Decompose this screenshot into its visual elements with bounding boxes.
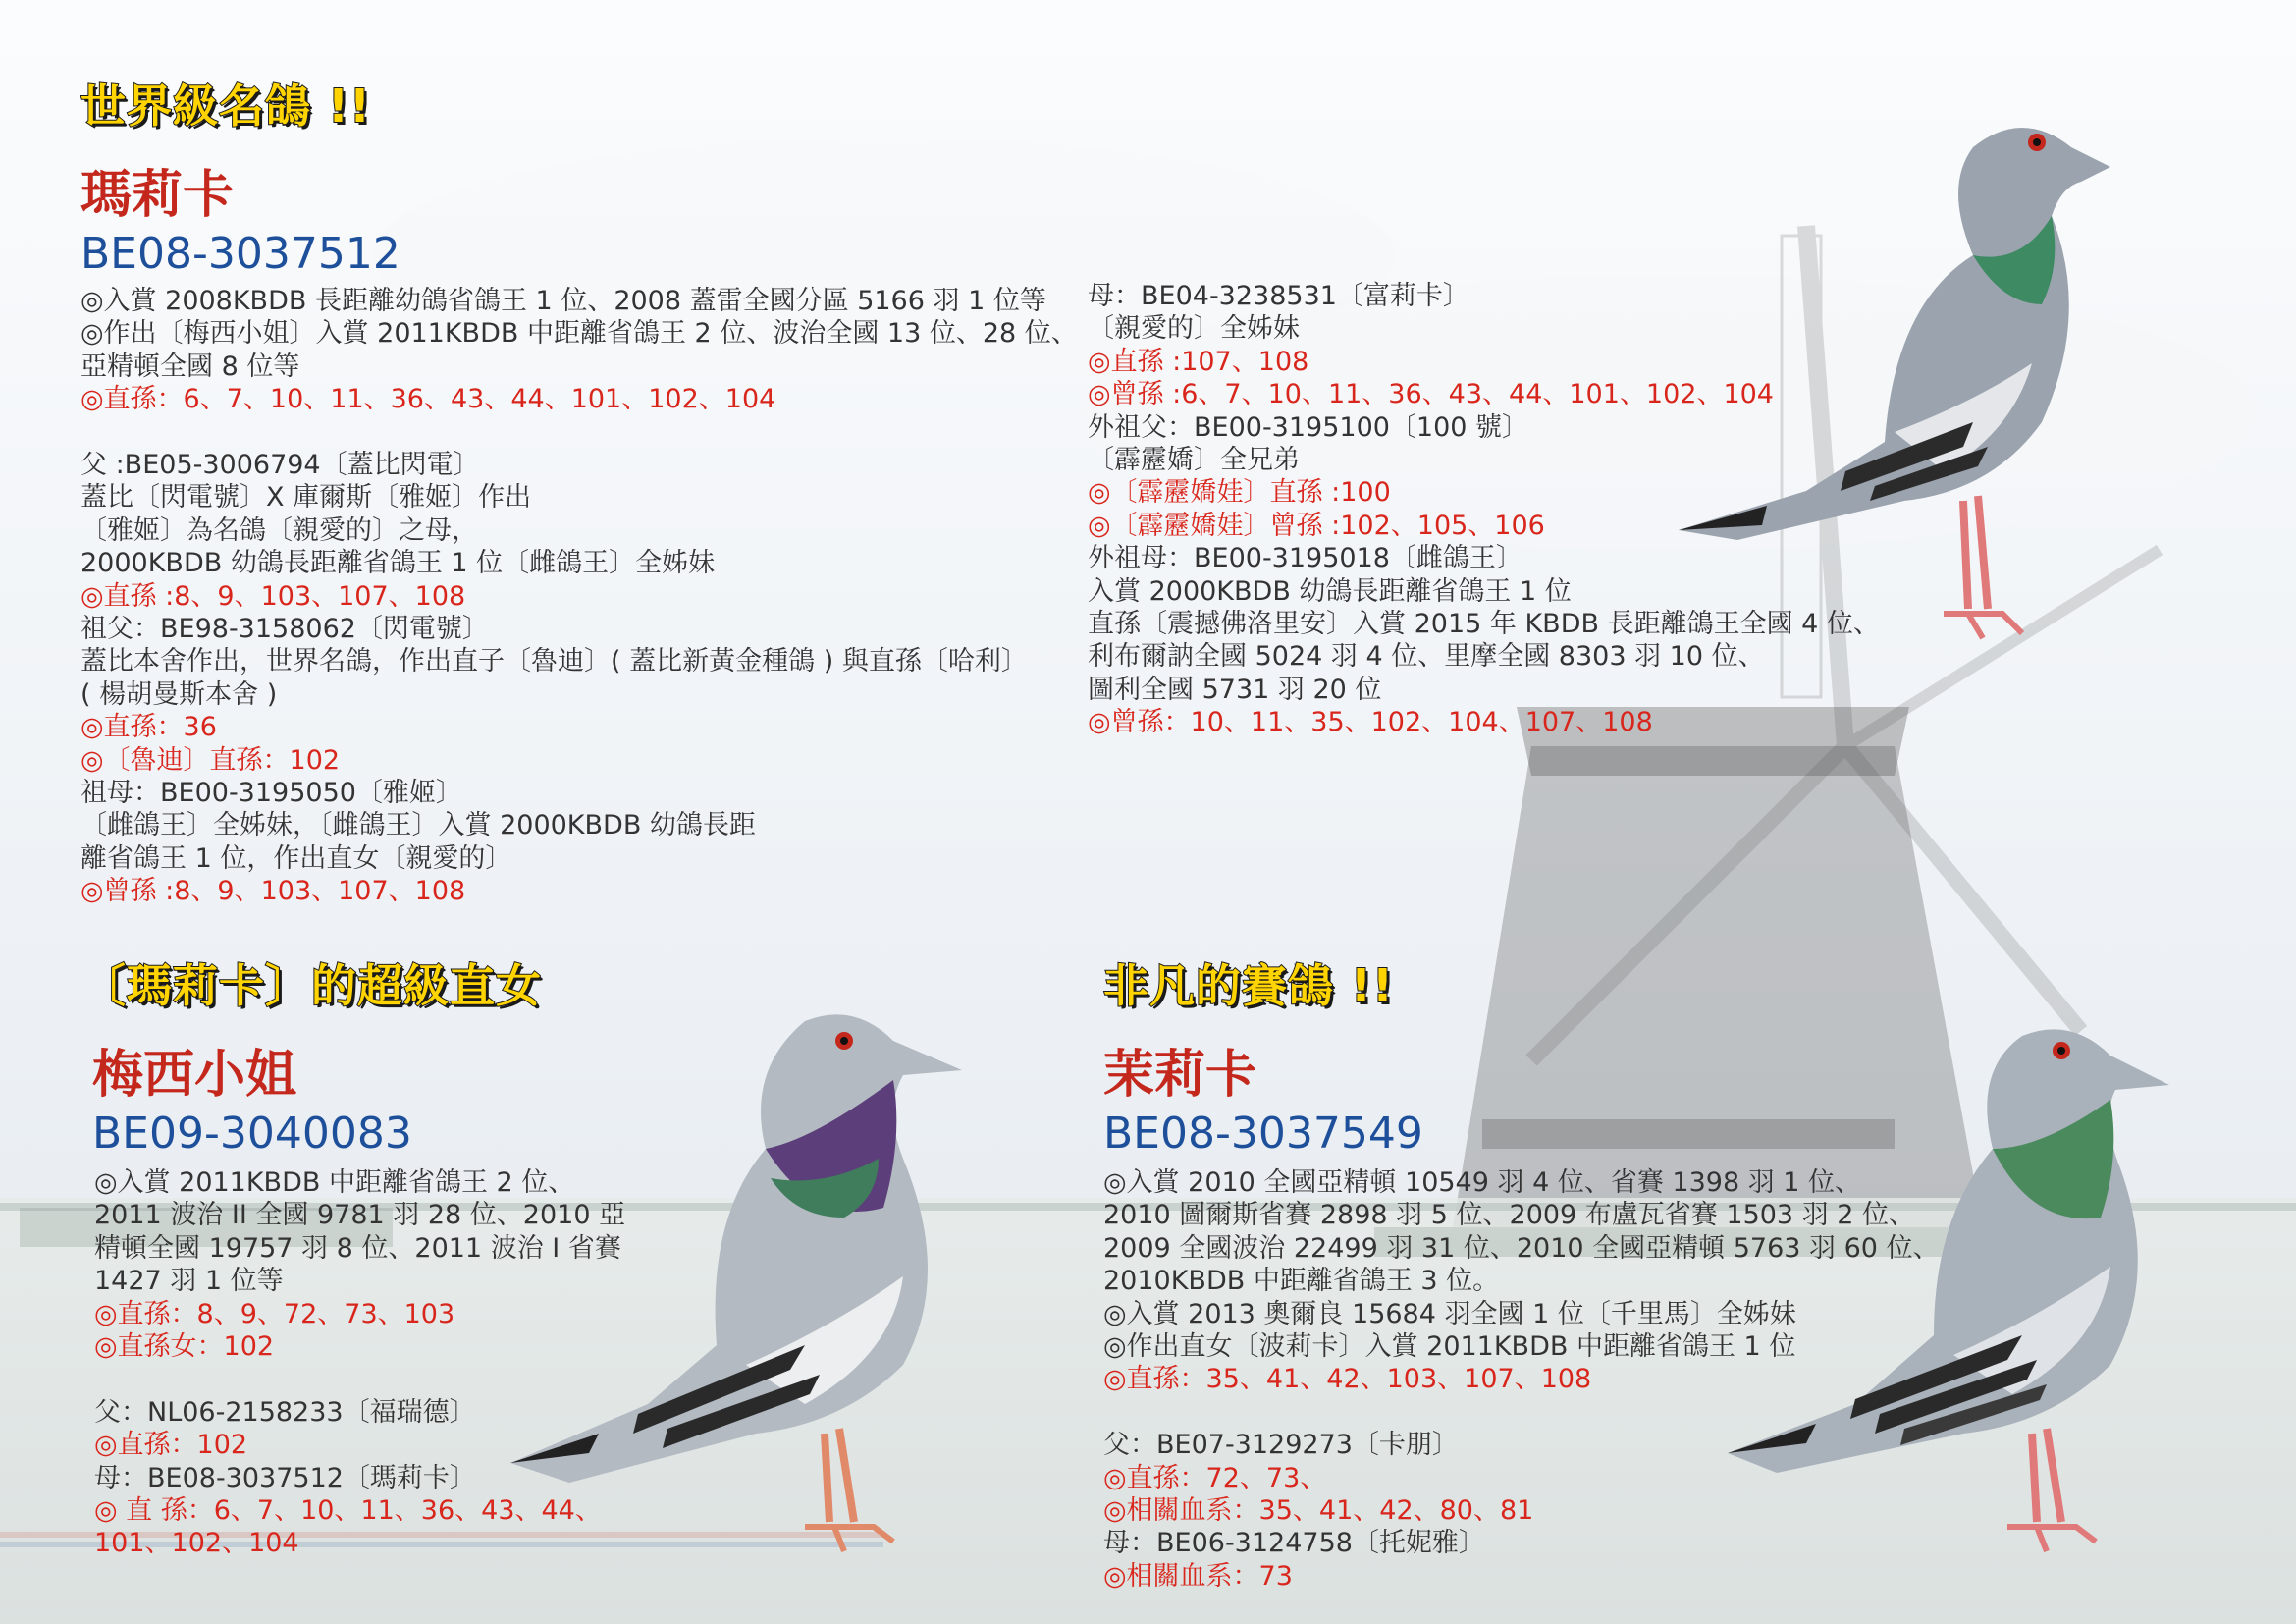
highlight-line: ◎ 直 孫：6、7、10、11、36、43、44、 xyxy=(94,1495,602,1527)
pedigree-line: ◎入賞 2008KBDB 長距離幼鴿省鴿王 1 位、2008 蓋雷全國分區 5166 羽 1 位等 xyxy=(80,286,1046,316)
highlight-line: ◎〔霹靂嬌娃〕直孫 :100 xyxy=(1088,477,1391,509)
pedigree-line: 外祖父：BE00-3195100〔100 號〕 xyxy=(1088,411,1529,443)
pedigree-section-dam-line xyxy=(1088,280,1880,739)
highlight-line: ◎〔魯迪〕直孫：102 xyxy=(80,744,341,776)
highlight-line: ◎〔霹靂嬌娃〕曾孫 :102、105、106 xyxy=(1088,510,1545,541)
pedigree-line: 亞精頓全國 8 位等 xyxy=(80,351,300,382)
section-banner: 世界級名鴿 !! xyxy=(80,80,371,133)
highlight-line: ◎直孫：8、9、72、73、103 xyxy=(94,1298,455,1329)
pedigree-line: 2010KBDB 中距離省鴿王 3 位。 xyxy=(1103,1266,1500,1297)
highlight-line: ◎直孫：72、73、 xyxy=(1103,1462,1327,1493)
pedigree-lines xyxy=(94,1166,625,1560)
highlight-line: ◎直孫：35、41、42、103、107、108 xyxy=(1103,1364,1592,1395)
pedigree-line: 蓋比〔閃電號〕X 庫爾斯〔雅姬〕作出 xyxy=(80,482,532,514)
pedigree-line: 2010 圖爾斯省賽 2898 羽 5 位、2009 布盧瓦省賽 1503 羽 2 位、 xyxy=(1103,1200,1916,1231)
pedigree-line: ◎作出直女〔波莉卡〕入賞 2011KBDB 中距離省鴿王 1 位 xyxy=(1103,1331,1796,1363)
pedigree-line: ◎入賞 2013 奧爾良 15684 羽全國 1 位〔千里馬〕全姊妹 xyxy=(1103,1298,1796,1329)
ring-number: BE08-3037549 xyxy=(1103,1109,1423,1159)
highlight-line: ◎曾孫：10、11、35、102、104、107、108 xyxy=(1088,707,1653,738)
pigeon-name: 瑪莉卡 xyxy=(80,166,235,225)
pedigree-line: 2011 波治 II 全國 9781 羽 28 位、2010 亞 xyxy=(94,1200,626,1231)
pedigree-line: 〔雌鴿王〕全姊妹，〔雌鴿王〕入賞 2000KBDB 幼鴿長距 xyxy=(80,810,756,841)
pedigree-line: 入賞 2000KBDB 幼鴿長距離省鴿王 1 位 xyxy=(1088,575,1572,607)
highlight-line: ◎直孫：102 xyxy=(94,1430,248,1461)
section-banner: 〔瑪莉卡〕的超級直女 xyxy=(80,959,542,1012)
pedigree-line: ◎入賞 2011KBDB 中距離省鴿王 2 位、 xyxy=(94,1167,575,1198)
pedigree-line: 精頓全國 19757 羽 8 位、2011 波治 I 省賽 xyxy=(94,1232,621,1264)
highlight-line: ◎直孫：6、7、10、11、36、43、44、101、102、104 xyxy=(80,384,776,415)
pedigree-line: 〔親愛的〕全姊妹 xyxy=(1088,313,1300,345)
highlight-line: ◎曾孫 :6、7、10、11、36、43、44、101、102、104 xyxy=(1088,379,1774,410)
pedigree-lines xyxy=(80,285,1078,908)
highlight-line: 101、102、104 xyxy=(94,1528,299,1559)
pedigree-section-marika xyxy=(80,71,1078,908)
pedigree-lines xyxy=(1088,280,1880,739)
pigeon-name: 梅西小姐 xyxy=(92,1046,297,1105)
pedigree-line xyxy=(94,1363,625,1395)
pedigree-line: 蓋比本舍作出，世界名鴿，作出直子〔魯迪〕( 蓋比新黃金種鴿 ) 與直孫〔哈利〕 xyxy=(80,646,1028,677)
pedigree-line: 〔霹靂嬌〕全兄弟 xyxy=(1088,445,1300,476)
pedigree-line: 〔雅姬〕為名鴿〔親愛的〕之母， xyxy=(80,514,478,546)
highlight-line: ◎直孫 :107、108 xyxy=(1088,346,1309,377)
section-banner: 非凡的賽鴿 !! xyxy=(1103,959,1394,1012)
pedigree-line: 外祖母：BE00-3195018〔雌鴿王〕 xyxy=(1088,543,1522,574)
pedigree-line: 母：BE04-3238531〔富莉卡〕 xyxy=(1088,281,1469,311)
pedigree-line: ( 楊胡曼斯本舍 ) xyxy=(80,678,278,710)
pedigree-section-miss-messi xyxy=(80,950,625,1560)
pedigree-line: 父：NL06-2158233〔福瑞德〕 xyxy=(94,1396,476,1428)
pedigree-line: 直孫〔震撼佛洛里安〕入賞 2015 年 KBDB 長距離鴿王全國 4 位、 xyxy=(1088,609,1880,640)
pedigree-line xyxy=(1103,1396,1940,1429)
highlight-line: ◎直孫女：102 xyxy=(94,1331,275,1363)
pedigree-lines xyxy=(1103,1166,1940,1593)
pedigree-line: 母：BE08-3037512〔瑪莉卡〕 xyxy=(94,1462,476,1493)
pedigree-line: ◎入賞 2010 全國亞精頓 10549 羽 4 位、省賽 1398 羽 1 位、 xyxy=(1103,1167,1862,1198)
pigeon-name: 茉莉卡 xyxy=(1103,1046,1257,1105)
pedigree-line: 父 :BE05-3006794〔蓋比閃電〕 xyxy=(80,450,480,481)
pedigree-line: 圖利全國 5731 羽 20 位 xyxy=(1088,674,1382,705)
pedigree-line: ◎作出〔梅西小姐〕入賞 2011KBDB 中距離省鴿王 2 位、波治全國 13 位、28 位、 xyxy=(80,318,1078,350)
pedigree-line: 2009 全國波治 22499 羽 31 位、2010 全國亞精頓 5763 羽 60 位、 xyxy=(1103,1232,1940,1264)
highlight-line: ◎直孫：36 xyxy=(80,712,217,743)
highlight-line: ◎曾孫 :8、9、103、107、108 xyxy=(80,876,466,907)
ring-number: BE08-3037512 xyxy=(80,229,400,279)
pedigree-section-morika xyxy=(1103,950,1940,1593)
pedigree-line: 祖母：BE00-3195050〔雅姬〕 xyxy=(80,778,462,809)
pedigree-line: 離省鴿王 1 位，作出直女〔親愛的〕 xyxy=(80,842,512,874)
pedigree-line: 母：BE06-3124758〔托妮雅〕 xyxy=(1103,1528,1485,1559)
pedigree-line: 祖父：BE98-3158062〔閃電號〕 xyxy=(80,614,489,645)
pedigree-line xyxy=(80,416,1078,449)
pedigree-line: 2000KBDB 幼鴿長距離省鴿王 1 位〔雌鴿王〕全姊妹 xyxy=(80,548,716,579)
ring-number: BE09-3040083 xyxy=(92,1109,412,1159)
highlight-line: ◎相關血系：73 xyxy=(1103,1560,1293,1592)
pedigree-line: 1427 羽 1 位等 xyxy=(94,1266,284,1297)
pedigree-line: 利布爾訥全國 5024 羽 4 位、里摩全國 8303 羽 10 位、 xyxy=(1088,641,1765,673)
pedigree-line: 父：BE07-3129273〔卡朋〕 xyxy=(1103,1430,1459,1461)
highlight-line: ◎直孫 :8、9、103、107、108 xyxy=(80,580,466,612)
highlight-line: ◎相關血系：35、41、42、80、81 xyxy=(1103,1495,1534,1527)
